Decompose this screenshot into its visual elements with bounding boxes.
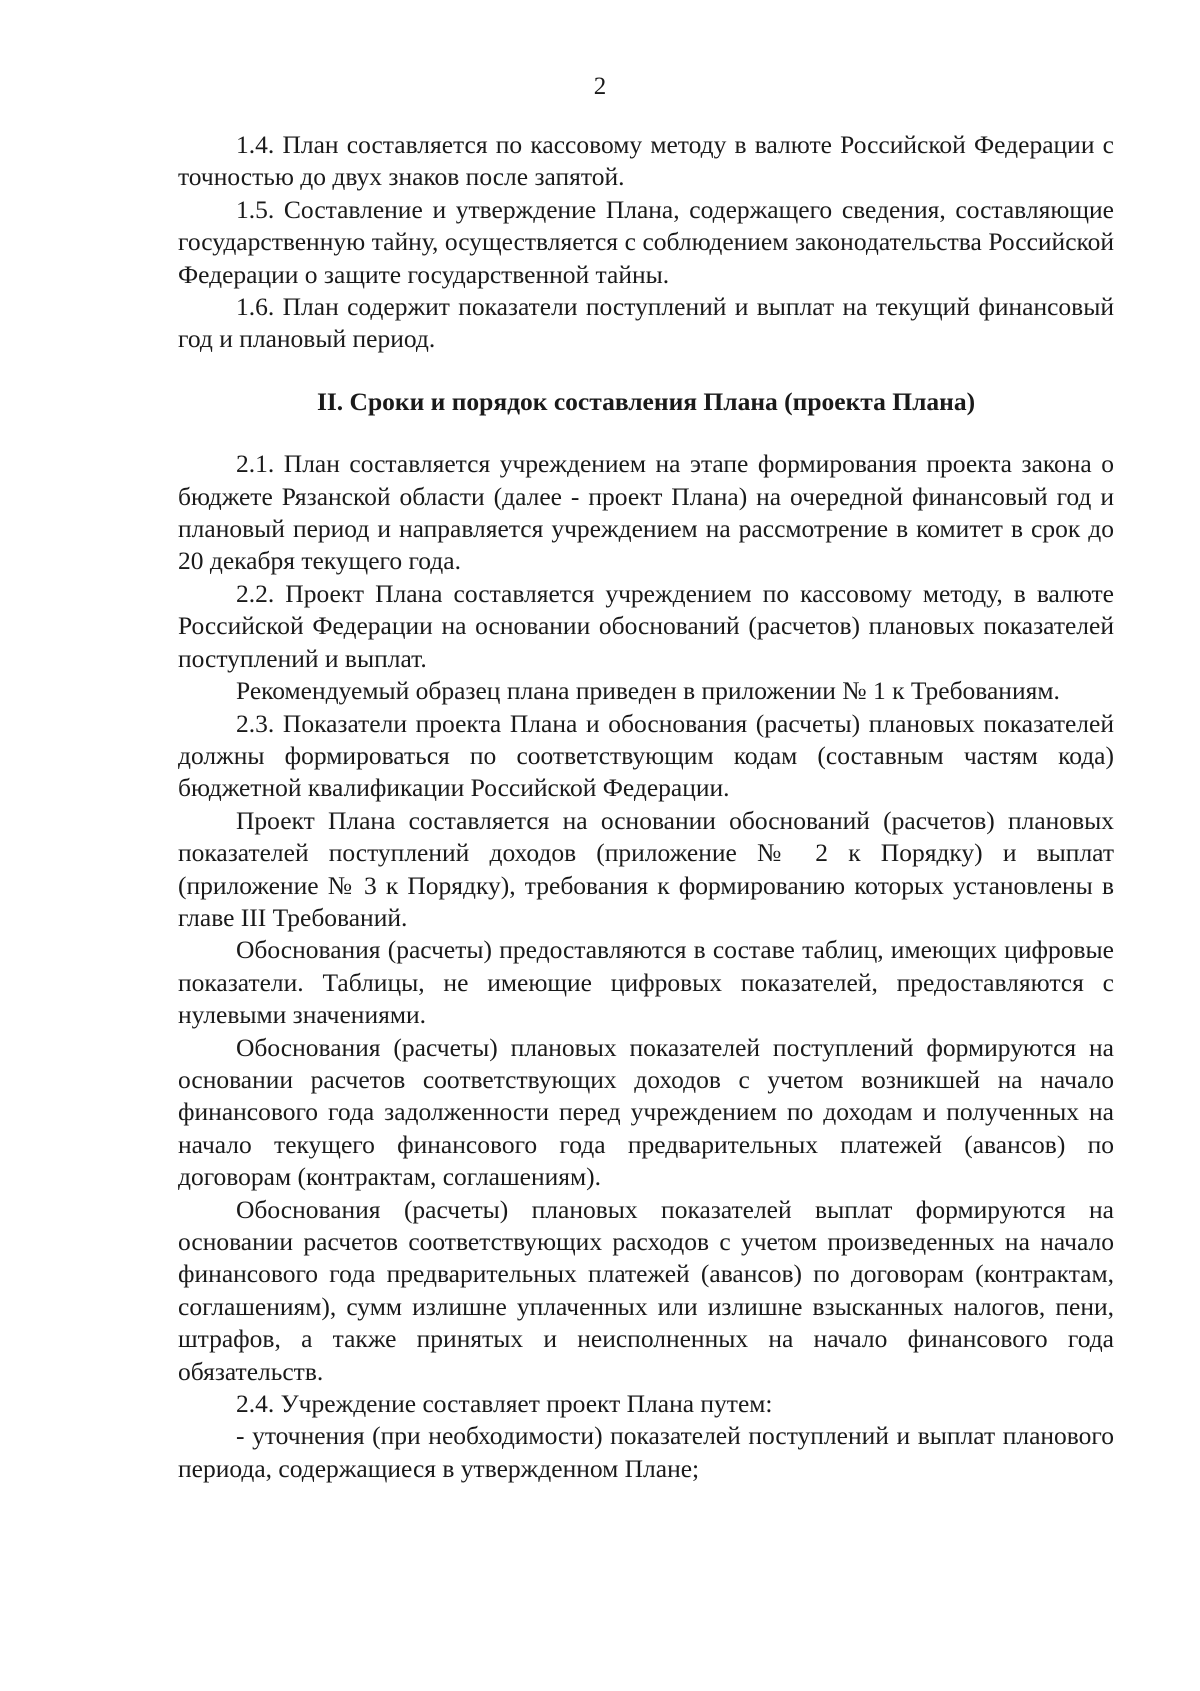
paragraph-1-6: 1.6. План содержит показатели поступлений и выплат на текущий финансовый год и плановый период. (178, 292, 1114, 354)
document-body (178, 129, 1114, 1485)
section-title: II. Сроки и порядок составления Плана (проекта Плана) (316, 386, 976, 416)
paragraph-sample-plan: Рекомендуемый образец плана приведен в приложении № 1 к Требованиям. (236, 676, 1060, 706)
paragraph-2-2: 2.2. Проект Плана составляется учреждением по кассовому методу, в валюте Российской Федерации на основании обоснований (расчетов) плановых показателей поступлений и выплат. (178, 578, 1114, 673)
paragraph-justification-receipts: Обоснования (расчеты) плановых показателей поступлений формируются на основании расчетов соответствующих доходов с учетом возникшей на начало финансового года задолженности перед учреждением по доходам и полученных на начало текущего финансового года предварительных платежей (авансов) по договорам (контрактам, соглашениям). (178, 1032, 1114, 1192)
paragraph-2-4: 2.4. Учреждение составляет проект Плана путем: (236, 1389, 773, 1419)
paragraph-clarification-item: - уточнения (при необходимости) показателей поступлений и выплат планового периода, содержащиеся в утвержденном Плане; (178, 1421, 1114, 1483)
paragraph-1-5: 1.5. Составление и утверждение Плана, содержащего сведения, составляющие государственную тайну, осуществляется с соблюдением законодательства Российской Федерации о защите государственной тайны. (178, 194, 1114, 289)
page-number: 2 (593, 73, 607, 100)
paragraph-justification-tables: Обоснования (расчеты) предоставляются в составе таблиц, имеющих цифровые показатели. Таблицы, не имеющие цифровых показателей, предоставляются с нулевыми значениями. (178, 935, 1114, 1030)
paragraph-justification-payments: Обоснования (расчеты) плановых показателей выплат формируются на основании расчетов соответствующих расходов с учетом произведенных на начало финансового года предварительных платежей (авансов) по договорам (контрактам, соглашениям), сумм излишне уплаченных или излишне взысканных налогов, пени, штрафов, а также принятых и неисполненных на начало финансового года обязательств. (178, 1194, 1114, 1386)
paragraph-project-plan: Проект Плана составляется на основании обоснований (расчетов) плановых показателей поступлений доходов (приложение № 2 к Порядку) и выплат (приложение № 3 к Порядку), требования к формированию которых установлены в главе III Требований. (178, 805, 1114, 932)
paragraph-2-1: 2.1. План составляется учреждением на этапе формирования проекта закона о бюджете Рязанской области (далее - проект Плана) на очередной финансовый год и плановый период и направляется учреждением на рассмотрение в комитет в срок до 20 декабря текущего года. (178, 449, 1114, 576)
paragraph-2-3: 2.3. Показатели проекта Плана и обоснования (расчеты) плановых показателей должны формироваться по соответствующим кодам (составным частям кода) бюджетной квалификации Российской Федерации. (178, 708, 1114, 803)
paragraph-1-4: 1.4. План составляется по кассовому методу в валюте Российской Федерации с точностью до двух знаков после запятой. (178, 130, 1114, 192)
